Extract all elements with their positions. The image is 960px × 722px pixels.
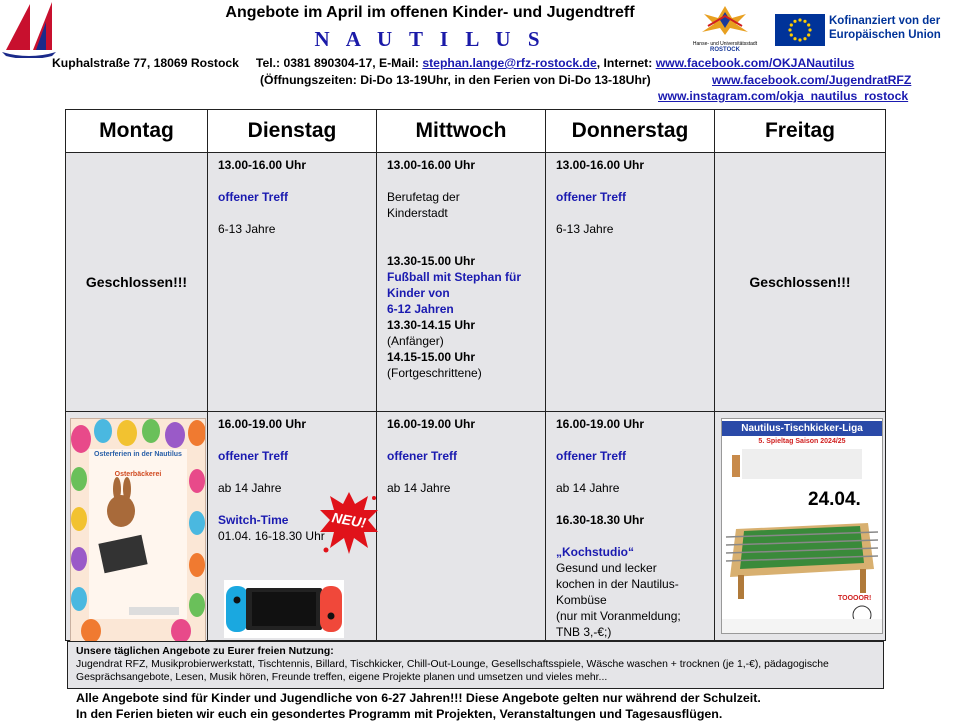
time: 16.00-19.00 Uhr	[218, 417, 307, 431]
day-header-montag: Montag	[66, 110, 208, 153]
level-advanced: (Fortgeschrittene)	[387, 366, 482, 380]
easter-poster-sub: Osterbäckerei	[114, 471, 162, 478]
kicker-poster-title: Nautilus-Tischkicker-Liga	[722, 421, 882, 436]
time: 13.00-16.00 Uhr	[556, 158, 645, 172]
easter-poster-title: Osterferien in der Nautilus	[94, 451, 182, 458]
montag-closed: Geschlossen!!!	[66, 153, 208, 412]
facebook-link-okja[interactable]: www.facebook.com/OKJANautilus	[655, 56, 855, 70]
mittwoch-evening	[377, 412, 546, 641]
event-title: offener Treff	[387, 449, 458, 463]
event-title: offener Treff	[556, 449, 627, 463]
event-title: Berufetag der	[387, 190, 460, 204]
dienstag-afternoon	[208, 153, 377, 412]
contact-line	[52, 56, 952, 70]
kicker-poster-sub: 5. Spieltag Saison 2024/25	[758, 438, 846, 445]
time-3: 13.30-14.15 Uhr	[387, 318, 476, 332]
eu-logo-text: Kofinanziert von der Europäischen Union	[829, 15, 941, 41]
kochstudio-line-1: Gesund und lecker	[556, 561, 657, 575]
email-link[interactable]: stephan.lange@rfz-rostock.de	[422, 56, 597, 70]
day-header-donnerstag: Donnerstag	[546, 110, 715, 153]
opening-hours: (Öffnungszeiten: Di-Do 13-19Uhr, in den Ferien von Di-Do 13-18Uhr)	[260, 73, 651, 87]
kicker-poster	[721, 418, 883, 634]
address: Kuphalstraße 77, 18069 Rostock	[52, 56, 239, 70]
rostock-emblem-icon	[690, 4, 760, 36]
switch-console-image	[224, 580, 344, 638]
event-title-2: Kinderstadt	[387, 206, 448, 220]
daily-offers	[67, 641, 884, 689]
instagram-link[interactable]: www.instagram.com/okja_nautilus_rostock	[658, 89, 909, 103]
day-header-freitag: Freitag	[715, 110, 886, 153]
event-title: offener Treff	[556, 190, 627, 204]
event-title: offener Treff	[218, 190, 289, 204]
page-title: Angebote im April im offenen Kinder- und Jugendtreff	[225, 4, 635, 21]
football-line-3: 6-12 Jahren	[387, 302, 454, 316]
rostock-logo	[690, 4, 760, 52]
switch-console-icon	[224, 580, 344, 638]
donnerstag-evening	[546, 412, 715, 641]
kicker-poster-date: 24.04.	[808, 489, 861, 510]
event-title: offener Treff	[218, 449, 289, 463]
time: 16.00-19.00 Uhr	[556, 417, 645, 431]
kochstudio-line-4: (nur mit Voranmeldung;	[556, 609, 681, 623]
sailboat-logo-icon	[0, 0, 58, 58]
time: 13.00-16.00 Uhr	[387, 158, 476, 172]
level-beginner: (Anfänger)	[387, 334, 444, 348]
kochstudio-line-3: Kombüse	[556, 593, 607, 607]
day-header-dienstag: Dienstag	[208, 110, 377, 153]
rostock-logo-text-2: ROSTOCK	[710, 47, 740, 53]
eu-logo	[775, 14, 945, 46]
time: 13.00-16.00 Uhr	[218, 158, 307, 172]
kochstudio-line-2: kochen in der Nautilus-	[556, 577, 679, 591]
time-4: 14.15-15.00 Uhr	[387, 350, 476, 364]
mittwoch-afternoon	[377, 153, 546, 412]
footer-line-2: In den Ferien bieten wir euch ein gesondertes Programm mit Projekten, Veranstaltungen und Tagesausflügen.	[76, 707, 723, 721]
age-range: ab 14 Jahre	[556, 481, 620, 495]
freitag-closed: Geschlossen!!!	[715, 153, 886, 412]
daily-offers-heading: Unsere täglichen Angebote zu Eurer freien Nutzung:	[76, 646, 334, 657]
kochstudio-line-5: TNB 3,-€;)	[556, 625, 612, 639]
time-2: 16.30-18.30 Uhr	[556, 513, 645, 527]
internet-label: , Internet:	[596, 56, 653, 70]
header-row	[66, 110, 886, 153]
club-name: N A U T I L U S	[314, 27, 546, 51]
daily-offers-text: Jugendrat RFZ, Musikprobierwerkstatt, Tischtennis, Billard, Tischkicker, Chill-Out-Lounge, Gesellschaftsspiele, Wäsche waschen + trocknen (je 1,-€), pädagogische Gesprächsangebote, Lesen, Musik hören, Freunde treffen, eigene Projekte planen und umsetzen und vieles mehr...	[76, 659, 829, 683]
football-line-2: Kinder von	[387, 286, 450, 300]
day-header-mittwoch: Mittwoch	[377, 110, 546, 153]
age-range: ab 14 Jahre	[218, 481, 282, 495]
eu-flag-icon	[775, 14, 825, 46]
afternoon-row	[66, 153, 886, 412]
age-range: 6-13 Jahre	[218, 222, 276, 236]
footer-line-1: Alle Angebote sind für Kinder und Jugendliche von 6-27 Jahren!!! Diese Angebote gelten nur während der Schulzeit.	[76, 691, 761, 705]
age-range: 6-13 Jahre	[556, 222, 614, 236]
new-badge-label: NEU!	[330, 509, 368, 531]
facebook-link-jugendrat[interactable]: www.facebook.com/JugendratRFZ	[712, 73, 912, 87]
kicker-poster-goal: TOOOOR!	[838, 595, 872, 602]
age-range: ab 14 Jahre	[387, 481, 451, 495]
footer-note	[76, 690, 761, 722]
kochstudio-title: „Kochstudio“	[556, 545, 634, 559]
football-line-1: Fußball mit Stephan für	[387, 270, 521, 284]
donnerstag-afternoon	[546, 153, 715, 412]
switch-time-title: Switch-Time	[218, 513, 289, 527]
rostock-logo-text: Hanse- und Universitätsstadt	[692, 41, 758, 47]
easter-poster	[70, 418, 206, 642]
time: 16.00-19.00 Uhr	[387, 417, 476, 431]
switch-time-date: 01.04. 16-18.30 Uhr	[218, 529, 325, 543]
time-2: 13.30-15.00 Uhr	[387, 254, 476, 268]
phone: Tel.: 0381 890304-17, E-Mail:	[255, 56, 419, 70]
